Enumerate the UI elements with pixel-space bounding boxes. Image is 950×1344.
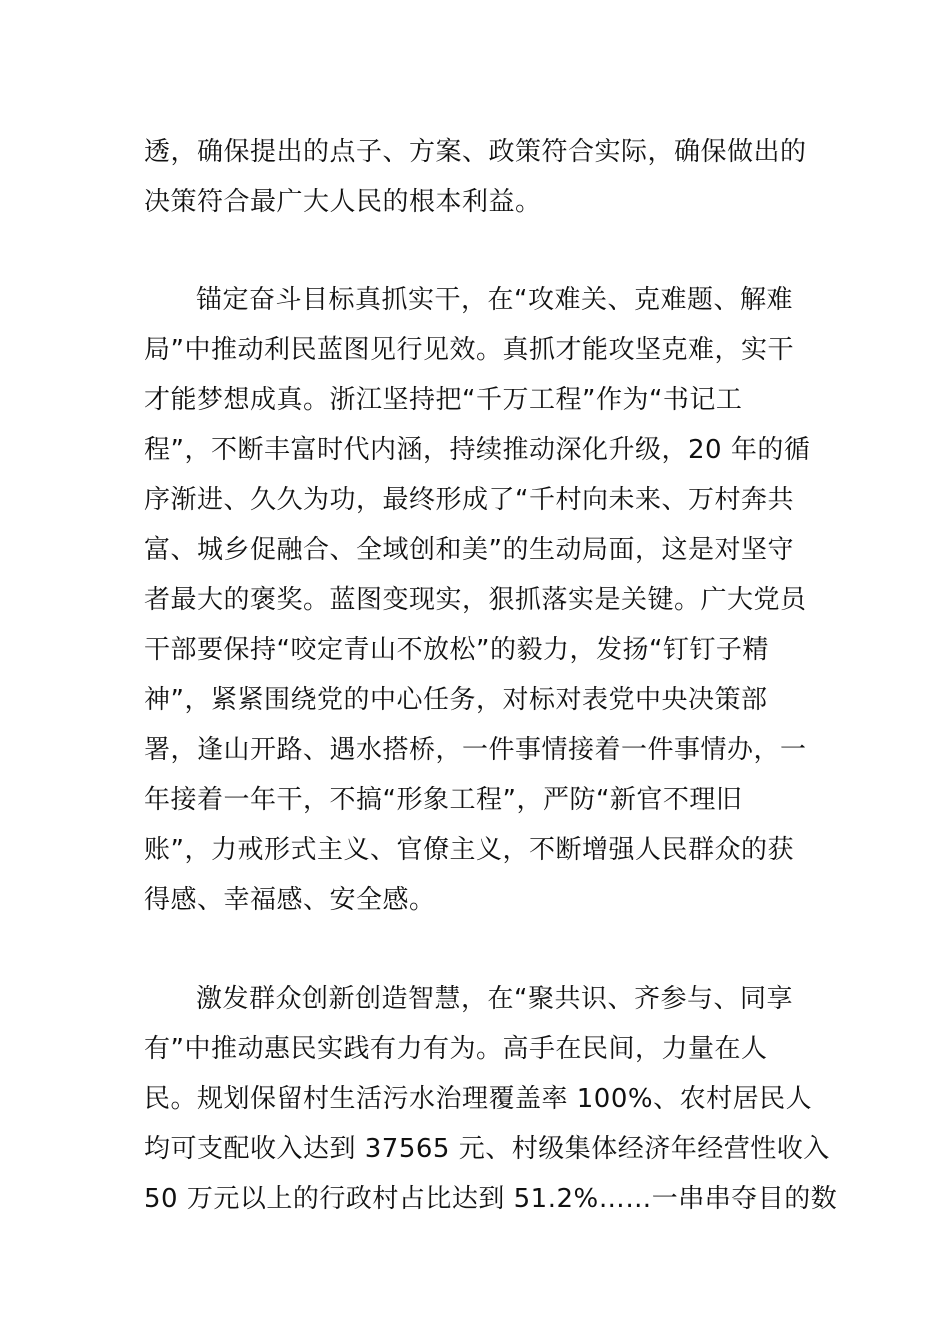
paragraph-2-line-12: 账”，力戒形式主义、官僚主义，不断增强人民群众的获 <box>144 835 794 865</box>
paragraph-2-line-10: 署，逢山开路、遇水搭桥，一件事情接着一件事情办，一 <box>144 735 807 765</box>
paragraph-2-line-13: 得感、幸福感、安全感。 <box>144 885 436 915</box>
paragraph-2-line-7: 者最大的褒奖。蓝图变现实，狠抓落实是关键。广大党员 <box>144 585 807 615</box>
paragraph-2-line-5: 序渐进、久久为功，最终形成了“千村向未来、万村奔共 <box>144 485 794 515</box>
paragraph-2-line-6: 富、城乡促融合、全域创和美”的生动局面，这是对坚守 <box>144 535 794 565</box>
paragraph-2-line-2: 局”中推动利民蓝图见行见效。真抓才能攻坚克难，实干 <box>144 335 794 365</box>
paragraph-2-line-9: 神”，紧紧围绕党的中心任务，对标对表党中央决策部 <box>144 685 768 715</box>
paragraph-3-line-2: 有”中推动惠民实践有力有为。高手在民间，力量在人 <box>144 1034 768 1064</box>
paragraph-2-line-8: 干部要保持“咬定青山不放松”的毅力，发扬“钉钉子精 <box>144 635 769 665</box>
paragraph-3-line-3: 民。规划保留村生活污水治理覆盖率 100%、农村居民人 <box>144 1084 813 1114</box>
paragraph-1-line-2: 决策符合最广大人民的根本利益。 <box>144 187 542 217</box>
paragraph-2-line-11: 年接着一年干，不搞“形象工程”，严防“新官不理旧 <box>144 785 743 815</box>
paragraph-1-line-1: 透，确保提出的点子、方案、政策符合实际，确保做出的 <box>144 137 807 167</box>
paragraph-2-line-3: 才能梦想成真。浙江坚持把“千万工程”作为“书记工 <box>144 385 743 415</box>
paragraph-2-line-1: 锚定奋斗目标真抓实干，在“攻难关、克难题、解难 <box>196 285 793 315</box>
paragraph-3-line-4: 均可支配收入达到 37565 元、村级集体经济年经营性收入 <box>144 1134 830 1164</box>
paragraph-3-line-1: 激发群众创新创造智慧，在“聚共识、齐参与、同享 <box>196 984 793 1014</box>
paragraph-3-line-5: 50 万元以上的行政村占比达到 51.2%……一串串夺目的数 <box>144 1184 838 1214</box>
paragraph-2-line-4: 程”，不断丰富时代内涵，持续推动深化升级，20 年的循 <box>144 435 811 465</box>
